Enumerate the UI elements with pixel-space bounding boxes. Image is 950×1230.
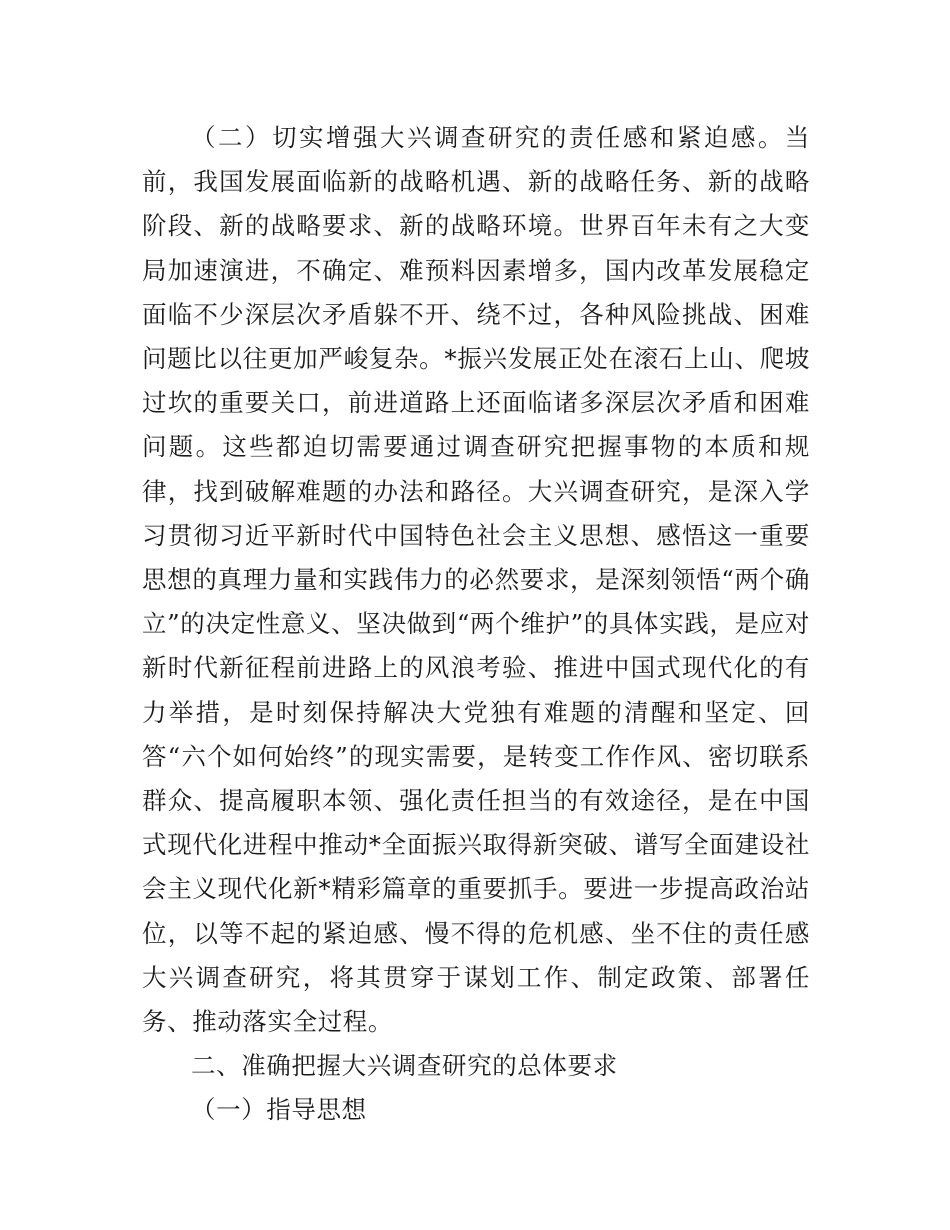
body-paragraph: （二）切实增强大兴调查研究的责任感和紧迫感。当前，我国发展面临新的战略机遇、新的战略任务、新的战略阶段、新的战略要求、新的战略环境。世界百年未有之大变局加速演进，不确定、难预料因素增多，国内改革发展稳定面临不少深层次矛盾躲不开、绕不过，各种风险挑战、困难问题比以往更加严峻复杂。*振兴发展正处在滚石上山、爬坡过坎的重要关口，前进道路上还面临诸多深层次矛盾和困难问题。这些都迫切需要通过调查研究把握事物的本质和规律，找到破解难题的办法和路径。大兴调查研究，是深入学习贯彻习近平新时代中国特色社会主义思想、感悟这一重要思想的真理力量和实践伟力的必然要求，是深刻领悟“两个确立”的决定性意义、坚决做到“两个维护”的具体实践，是应对新时代新征程前进路上的风浪考验、推进中国式现代化的有力举措，是时刻保持解决大党独有难题的清醒和坚定、回答“六个如何始终”的现实需要，是转变工作作风、密切联系群众、提高履职本领、强化责任担当的有效途径，是在中国式现代化进程中推动*全面振兴取得新突破、谱写全面建设社会主义现代化新*精彩篇章的重要抓手。要进一步提高政治站位，以等不起的紧迫感、慢不得的危机感、坐不住的责任感大兴调查研究，将其贯穿于谋划工作、制定政策、部署任务、推动落实全过程。 — [142, 123, 810, 1037]
sub-heading: （一）指导思想 — [191, 1095, 367, 1125]
section-heading: 二、准确把握大兴调查研究的总体要求 — [191, 1051, 618, 1081]
document-body — [142, 116, 810, 1133]
